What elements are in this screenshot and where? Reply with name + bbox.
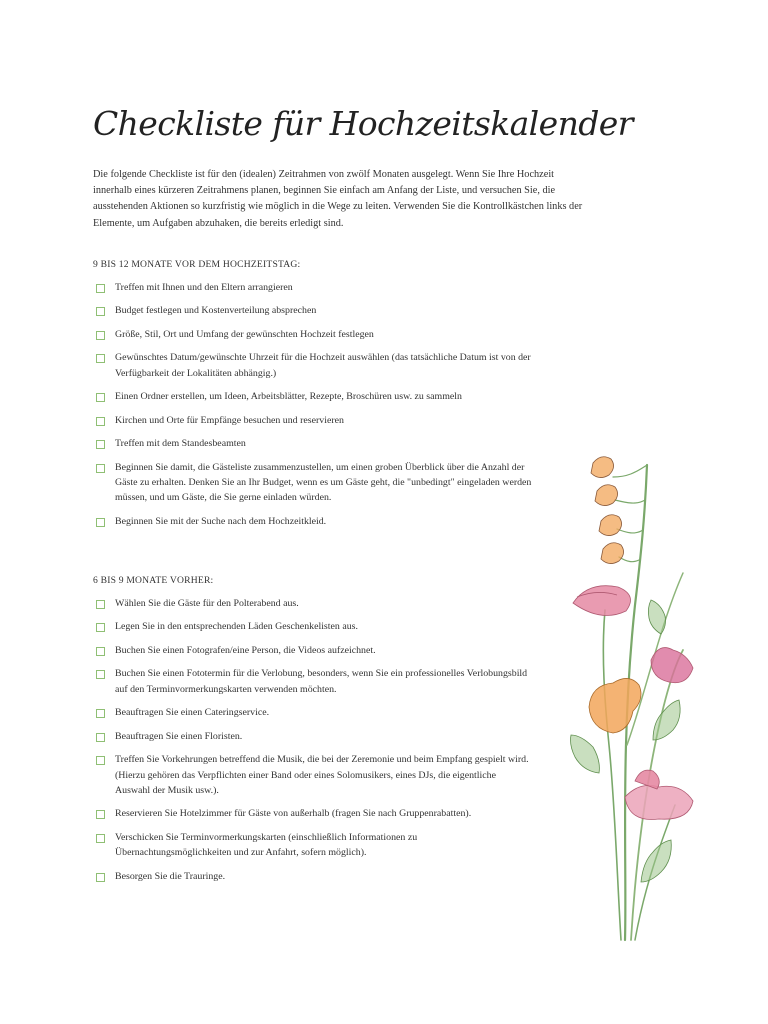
checklist-item xyxy=(93,830,533,861)
checklist-item xyxy=(93,460,533,506)
checklist-item-label: Buchen Sie einen Fototermin für die Verlobung, besonders, wenn Sie ein professionelles Verlobungsbild auf den Terminvormerkungskarten verwenden möchten. xyxy=(115,668,528,695)
checklist-item xyxy=(93,280,533,295)
checklist-item xyxy=(93,327,533,342)
checklist-item-label: Treffen mit Ihnen und den Eltern arrangieren xyxy=(115,282,293,293)
checkbox[interactable] xyxy=(96,284,105,293)
checklist-item xyxy=(93,705,533,720)
flower-bouquet-illustration xyxy=(565,445,715,950)
checklist-item-label: Legen Sie in den entsprechenden Läden Geschenkelisten aus. xyxy=(115,621,358,633)
page-title: Checkliste für Hochzeitskalender xyxy=(93,104,633,143)
checklist-item xyxy=(93,643,533,658)
checklist-item xyxy=(93,752,533,798)
checklist-item-label: Einen Ordner erstellen, um Ideen, Arbeitsblätter, Rezepte, Broschüren usw. zu sammeln xyxy=(115,391,462,403)
checkbox[interactable] xyxy=(96,307,105,316)
checkbox[interactable] xyxy=(96,440,105,449)
checklist-item xyxy=(93,806,533,821)
checklist-item-label: Verschicken Sie Terminvormerkungskarten (einschließlich Informationen zu Übernachtungsmöglichkeiten und zur Anfahrt, sofern möglich). xyxy=(115,831,418,859)
checkbox[interactable] xyxy=(96,417,105,426)
checklist-item-label: Treffen mit dem Standesbeamten xyxy=(115,438,246,450)
checklist-item xyxy=(93,389,533,404)
checklist-item-label: Größe, Stil, Ort und Umfang der gewünschten Hochzeit festlegen xyxy=(115,328,374,340)
checkbox[interactable] xyxy=(96,670,105,679)
checkbox[interactable] xyxy=(96,647,105,656)
checkbox[interactable] xyxy=(96,464,105,473)
checklist-item xyxy=(93,619,533,634)
checklist-item xyxy=(93,303,533,318)
section-heading: 9 BIS 12 MONATE VOR DEM HOCHZEITSTAG: xyxy=(93,259,301,270)
checkbox[interactable] xyxy=(96,354,105,363)
checklist-item-label: Buchen Sie einen Fotografen/eine Person, die Videos aufzeichnet. xyxy=(115,644,376,656)
checklist-item xyxy=(93,514,533,529)
checkbox[interactable] xyxy=(96,709,105,718)
checklist-item-label: Beauftragen Sie einen Floristen. xyxy=(115,730,243,742)
checkbox[interactable] xyxy=(96,331,105,340)
checkbox[interactable] xyxy=(96,834,105,843)
checklist-item-label: Budget festlegen und Kostenverteilung absprechen xyxy=(115,305,317,317)
checkbox[interactable] xyxy=(96,733,105,742)
checklist-item-label: Besorgen Sie die Trauringe. xyxy=(115,870,226,882)
checkbox[interactable] xyxy=(96,810,105,819)
checklist-item-label: Treffen Sie Vorkehrungen betreffend die Musik, die bei der Zeremonie und beim Empfang gespielt wird. (Hierzu gehören das Verpflichten einer Band oder eines Solomusikers, eines DJs, die eigentliche Auswahl der Musik usw.). xyxy=(115,754,529,796)
checkbox[interactable] xyxy=(96,600,105,609)
checklist-item xyxy=(93,436,533,451)
section-9-12-months xyxy=(93,259,533,537)
checklist-item xyxy=(93,413,533,428)
checklist-item-label: Kirchen und Orte für Empfänge besuchen und reservieren xyxy=(115,414,344,426)
checklist-item xyxy=(93,729,533,744)
intro-paragraph: Die folgende Checkliste ist für den (idealen) Zeitrahmen von zwölf Monaten ausgelegt. Wenn Sie Ihre Hochzeit innerhalb eines kürzeren Zeitrahmens planen, beginnen Sie einfach am Anfang der Liste, und versuchen Sie, die ausstehenden Aktionen so kurzfristig wie möglich in die Wege zu leiten. Verwenden Sie die Kontrollkästchen links der Elemente, um Aufgaben abzuhaken, die bereits erledigt sind. xyxy=(93,169,583,229)
checklist-item-label: Reservieren Sie Hotelzimmer für Gäste von außerhalb (fragen Sie nach Gruppenrabatten). xyxy=(115,808,472,820)
checkbox[interactable] xyxy=(96,623,105,632)
checkbox[interactable] xyxy=(96,518,105,527)
checklist-item xyxy=(93,869,533,884)
section-6-9-months xyxy=(93,575,533,892)
checklist-item-label: Gewünschtes Datum/gewünschte Uhrzeit für die Hochzeit auswählen (das tatsächliche Datum ist von der Verfügbarkeit der Lokalitäten abhängig.) xyxy=(115,352,531,379)
checklist-item xyxy=(93,666,533,697)
checklist-item xyxy=(93,350,533,381)
checklist-item-label: Beauftragen Sie einen Cateringservice. xyxy=(115,707,270,719)
checkbox[interactable] xyxy=(96,873,105,882)
checklist-item-label: Wählen Sie die Gäste für den Polterabend aus. xyxy=(115,598,299,609)
checklist-item xyxy=(93,596,533,611)
section-heading: 6 BIS 9 MONATE VORHER: xyxy=(93,575,214,586)
checklist-item-label: Beginnen Sie mit der Suche nach dem Hochzeitkleid. xyxy=(115,515,327,527)
checklist-item-label: Beginnen Sie damit, die Gästeliste zusammenzustellen, um einen groben Überblick über die Anzahl der Gäste zu erhalten. Denken Sie an Ihr Budget, wenn es um Gäste geht, die "unbedingt" eingeladen werden müssen, und um Gäste, die Sie gerne einladen würden. xyxy=(115,461,532,504)
checkbox[interactable] xyxy=(96,756,105,765)
checkbox[interactable] xyxy=(96,393,105,402)
